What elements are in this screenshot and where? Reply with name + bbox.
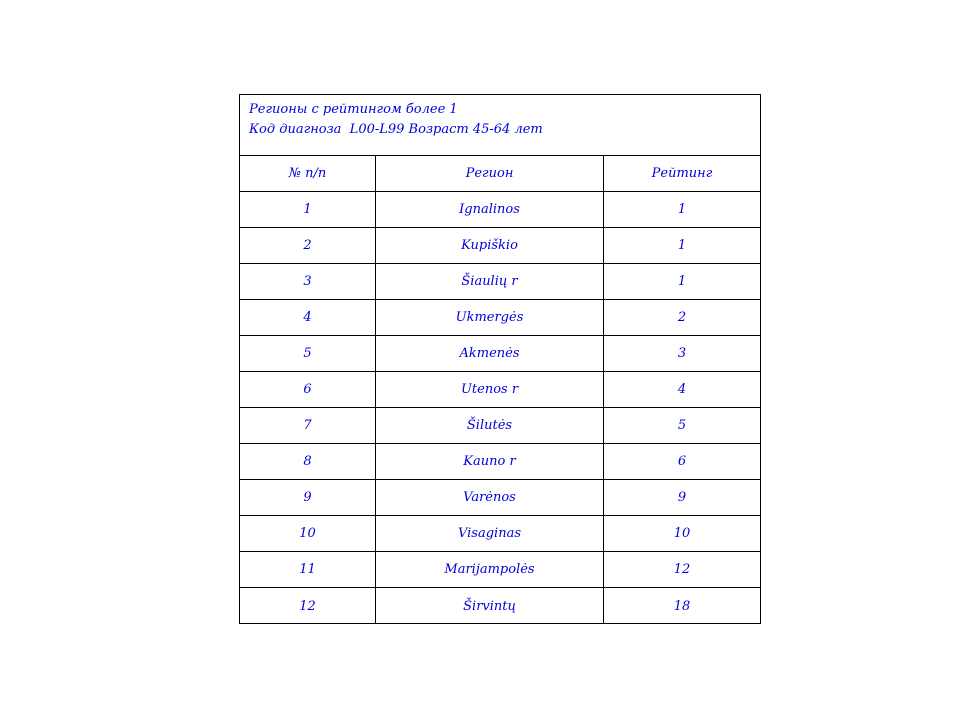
cell-num: 1 bbox=[240, 192, 376, 227]
cell-region: Varėnos bbox=[376, 480, 604, 515]
cell-num: 10 bbox=[240, 516, 376, 551]
cell-region: Ignalinos bbox=[376, 192, 604, 227]
cell-region: Visaginas bbox=[376, 516, 604, 551]
cell-num: 5 bbox=[240, 336, 376, 371]
header-cell-rating: Рейтинг bbox=[651, 166, 713, 181]
table-row bbox=[240, 480, 760, 516]
cell-rating: 3 bbox=[677, 346, 687, 361]
cell-rating: 18 bbox=[673, 598, 691, 614]
cell-num: 12 bbox=[240, 588, 376, 624]
cell-region: Marijampolės bbox=[376, 552, 604, 587]
cell-rating: 1 bbox=[677, 274, 687, 289]
cell-rating: 4 bbox=[677, 382, 687, 397]
table-row bbox=[240, 228, 760, 264]
table-title-line1: Регионы с рейтингом более 1 bbox=[249, 102, 458, 117]
cell-num: 9 bbox=[240, 480, 376, 515]
cell-num: 2 bbox=[240, 228, 376, 263]
cell-num: 3 bbox=[240, 264, 376, 299]
cell-rating: 1 bbox=[677, 238, 687, 253]
table-row bbox=[240, 408, 760, 444]
table-row bbox=[240, 372, 760, 408]
table-title-block bbox=[240, 95, 760, 156]
cell-num: 8 bbox=[240, 444, 376, 479]
cell-num: 11 bbox=[240, 552, 376, 587]
cell-rating: 6 bbox=[677, 454, 687, 469]
table-header-row bbox=[240, 156, 760, 192]
header-cell-region: Регион bbox=[376, 156, 604, 191]
cell-region: Šiaulių r bbox=[376, 264, 604, 299]
table-row bbox=[240, 588, 760, 624]
cell-rating: 1 bbox=[677, 202, 687, 217]
cell-region: Utenos r bbox=[376, 372, 604, 407]
cell-region: Kupiškio bbox=[376, 228, 604, 263]
cell-rating: 12 bbox=[673, 562, 691, 577]
cell-rating: 9 bbox=[677, 490, 687, 505]
table-row bbox=[240, 516, 760, 552]
cell-num: 7 bbox=[240, 408, 376, 443]
table-row bbox=[240, 192, 760, 228]
table-row bbox=[240, 264, 760, 300]
cell-region: Širvintų bbox=[376, 588, 604, 624]
cell-rating: 5 bbox=[677, 418, 687, 433]
cell-region: Akmenės bbox=[376, 336, 604, 371]
cell-num: 4 bbox=[240, 300, 376, 335]
table-row bbox=[240, 444, 760, 480]
cell-region: Ukmergės bbox=[376, 300, 604, 335]
cell-region: Šilutės bbox=[376, 408, 604, 443]
header-cell-num: № п/п bbox=[240, 156, 376, 191]
table-row bbox=[240, 336, 760, 372]
cell-rating: 2 bbox=[677, 310, 687, 325]
cell-rating: 10 bbox=[673, 526, 691, 541]
cell-region: Kauno r bbox=[376, 444, 604, 479]
cell-num: 6 bbox=[240, 372, 376, 407]
table-row bbox=[240, 300, 760, 336]
table-row bbox=[240, 552, 760, 588]
table-title-line2: Код диагноза L00-L99 Возраст 45-64 лет bbox=[249, 122, 543, 137]
regions-rating-table bbox=[239, 94, 761, 624]
